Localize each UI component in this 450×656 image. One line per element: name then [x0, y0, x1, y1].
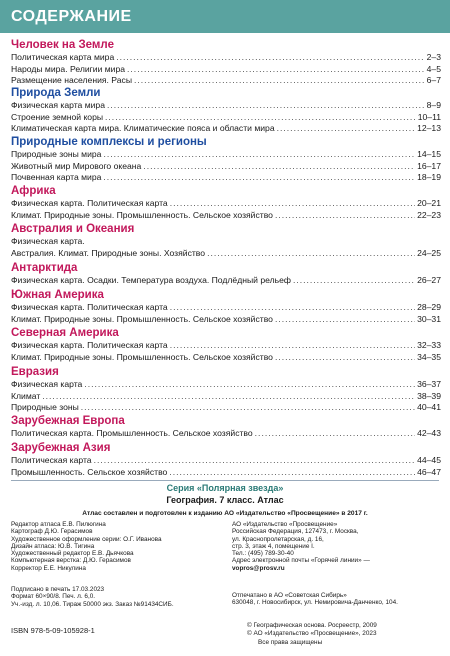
toc-entry[interactable]: [11, 314, 441, 326]
toc-section: [11, 441, 441, 478]
dot-leader: [116, 52, 424, 64]
entry-label: Политическая карта мира: [11, 52, 115, 62]
dot-leader: [275, 210, 415, 222]
entry-page: 20–21: [417, 198, 441, 208]
section-title: Зарубежная Азия: [11, 442, 111, 454]
entry-label: Физическая карта: [11, 379, 83, 389]
entry-page: 4–5: [426, 63, 441, 74]
entry-page: 36–37: [417, 379, 441, 389]
entry-page: 44–45: [417, 455, 441, 465]
entry-label: Физическая карта. Политическая карта: [11, 302, 168, 312]
credit-line: Художественное оформление серии: О.Г. Иванова: [11, 535, 162, 543]
entry-label: Климатическая карта мира. Климатические пояса и области мира: [11, 123, 275, 134]
entry-page: 22–23: [417, 209, 441, 220]
entry-label: Строение земной коры: [11, 111, 104, 122]
entry-page: 10–11: [417, 111, 441, 122]
entry-page: 12–13: [417, 123, 441, 134]
toc-section: [11, 184, 441, 221]
entry-label: Климат. Природные зоны. Промышленность. Сельское хозяйство: [11, 209, 273, 220]
section-title: Африка: [11, 185, 56, 197]
entry-label: Климат: [11, 390, 41, 401]
print-info-block: [11, 586, 174, 608]
entry-page: 46–47: [417, 466, 441, 477]
toc-entry[interactable]: [11, 302, 441, 314]
entry-label: Политическая карта. Промышленность. Сельское хозяйство: [11, 428, 253, 438]
dot-leader: [207, 248, 415, 260]
print-info-line: Уч.-изд. л. 10,06. Тираж 50000 экз. Заказ №91434СИБ.: [11, 600, 174, 608]
entry-label: Природные зоны: [11, 402, 79, 413]
dot-leader: [169, 467, 415, 479]
printer-block: [232, 592, 398, 607]
toc-section: [11, 288, 441, 325]
entry-label: Размещение населения. Расы: [11, 75, 133, 86]
credits-block: [11, 521, 162, 572]
toc-entry[interactable]: [11, 236, 441, 248]
toc-entry[interactable]: [11, 455, 441, 467]
entry-label: Природные зоны мира: [11, 149, 102, 159]
entry-page: 38–39: [417, 390, 441, 401]
publisher-line: АО «Издательство «Просвещение»: [232, 521, 338, 528]
credit-line: Картограф Д.Ю. Герасимов: [11, 528, 93, 536]
dot-leader: [107, 100, 425, 112]
toc-entry[interactable]: [11, 352, 441, 364]
toc-entry[interactable]: [11, 391, 441, 403]
publisher-line: стр. 3, этаж 4, помещение I.: [232, 542, 315, 550]
toc-entry[interactable]: [11, 402, 441, 414]
dot-leader: [275, 314, 415, 326]
toc-entry[interactable]: [11, 210, 441, 222]
dot-leader: [170, 340, 415, 352]
dot-leader: [103, 172, 415, 184]
publisher-email: vopros@prosv.ru: [232, 564, 285, 572]
toc-entry[interactable]: [11, 161, 441, 173]
toc-section: [11, 261, 441, 287]
copyright-line: Все права защищены: [258, 639, 323, 646]
toc-section: [11, 86, 441, 135]
section-title: Австралия и Океания: [11, 223, 135, 235]
toc-section: [11, 365, 441, 414]
dot-leader: [275, 352, 415, 364]
toc-entry[interactable]: [11, 248, 441, 260]
entry-page: 32–33: [417, 340, 441, 350]
toc-section: [11, 326, 441, 363]
toc-entry[interactable]: [11, 340, 441, 352]
dot-leader: [277, 123, 415, 135]
toc-entry[interactable]: [11, 467, 441, 479]
publisher-line: ул. Краснопролетарская, д. 16,: [232, 535, 324, 543]
entry-label: Промышленность. Сельское хозяйство: [11, 466, 168, 477]
toc-entry[interactable]: [11, 198, 441, 210]
printer-line: Отпечатано в АО «Советская Сибирь»: [232, 592, 347, 599]
dot-leader: [170, 198, 415, 210]
toc-section: [11, 135, 441, 184]
entry-page: 8–9: [426, 100, 441, 110]
entry-page: 2–3: [426, 52, 441, 62]
section-title: Природные комплексы и регионы: [11, 136, 207, 148]
entry-page: 40–41: [417, 402, 441, 413]
dot-leader: [255, 428, 415, 440]
entry-page: 16–17: [417, 160, 441, 171]
section-title: Евразия: [11, 366, 59, 378]
dot-leader: [81, 402, 415, 414]
dot-leader: [127, 64, 425, 76]
toc-section: [11, 38, 441, 87]
entry-label: Почвенная карта мира: [11, 172, 102, 183]
toc-section: [11, 222, 441, 259]
credit-line: Редактор атласа Е.В. Пилюгина: [11, 521, 106, 528]
entry-label: Австралия. Климат. Природные зоны. Хозяйство: [11, 247, 206, 258]
page-title: СОДЕРЖАНИЕ: [11, 8, 132, 25]
entry-label: Физическая карта. Политическая карта: [11, 340, 168, 350]
toc-entry[interactable]: [11, 100, 441, 112]
book-title: География. 7 класс. Атлас: [166, 495, 284, 505]
series-title: Серия «Полярная звезда»: [166, 483, 284, 493]
entry-label: Животный мир Мирового океана: [11, 160, 142, 171]
entry-label: Климат. Природные зоны. Промышленность. Сельское хозяйство: [11, 313, 273, 324]
toc-entry[interactable]: [11, 123, 441, 135]
dot-leader: [42, 391, 415, 403]
section-title: Природа Земли: [11, 87, 101, 99]
copyright-line: © АО «Издательство «Просвещение», 2023: [247, 630, 377, 637]
entry-page: 42–43: [417, 428, 441, 438]
entry-label: Физическая карта. Политическая карта: [11, 198, 168, 208]
dot-leader: [84, 379, 415, 391]
toc-entry[interactable]: [11, 112, 441, 124]
print-info-line: Подписано в печать 17.03.2023: [11, 586, 105, 593]
entry-page: 26–27: [417, 275, 441, 285]
credit-line: Компьютерная верстка: Д.Ю. Герасимов: [11, 557, 131, 565]
printer-line: 630048, г. Новосибирск, ул. Немировича-Данченко, 104.: [232, 599, 398, 607]
credit-line: Корректор Е.Е. Никулина: [11, 564, 86, 572]
entry-label: Физическая карта.: [11, 236, 85, 246]
entry-page: 24–25: [417, 247, 441, 258]
divider: [11, 480, 439, 481]
publisher-line: Российская Федерация, 127473, г. Москва,: [232, 528, 359, 536]
entry-page: 18–19: [417, 172, 441, 183]
publisher-line: Тел.: (495) 789-30-40: [232, 550, 294, 558]
entry-page: 30–31: [417, 313, 441, 324]
copyright-line: © Географическая основа. Росреестр, 2009: [247, 622, 377, 629]
toc-entry[interactable]: [11, 149, 441, 161]
toc-entry[interactable]: [11, 428, 441, 440]
section-title: Зарубежная Европа: [11, 415, 125, 427]
dot-leader: [103, 149, 415, 161]
dot-leader: [143, 161, 415, 173]
toc-entry[interactable]: [11, 52, 441, 64]
entry-label: Физическая карта. Осадки. Температура воздуха. Подлёдный рельеф: [11, 275, 291, 285]
publisher-line: Адрес электронной почты «Горячей линии» —: [232, 557, 370, 565]
section-title: Северная Америка: [11, 327, 119, 339]
entry-page: 14–15: [417, 149, 441, 159]
entry-label: Народы мира. Религии мира: [11, 63, 126, 74]
section-title: Южная Америка: [11, 289, 104, 301]
entry-page: 28–29: [417, 302, 441, 312]
toc-entry[interactable]: [11, 172, 441, 184]
credit-line: Дизайн атласа: Ю.В. Тигина: [11, 542, 95, 550]
dot-leader: [105, 112, 416, 124]
entry-page: 34–35: [417, 351, 441, 362]
entry-label: Климат. Природные зоны. Промышленность. Сельское хозяйство: [11, 351, 273, 362]
dot-leader: [170, 302, 415, 314]
credit-line: Художественный редактор Е.В. Дьячкова: [11, 550, 134, 558]
print-info-line: Формат 60×90/8. Печ. л. 6,0.: [11, 593, 96, 601]
toc-entry[interactable]: [11, 275, 441, 287]
isbn: ISBN 978-5-09-105928-1: [11, 626, 95, 635]
section-title: Антарктида: [11, 262, 78, 274]
toc-entry[interactable]: [11, 379, 441, 391]
entry-page: 6–7: [426, 75, 441, 86]
publisher-block: [232, 521, 370, 572]
section-title: Человек на Земле: [11, 39, 114, 51]
contents-header: [0, 0, 450, 33]
toc-entry[interactable]: [11, 64, 441, 76]
compiled-note: Атлас составлен и подготовлен к изданию АО «Издательство «Просвещение» в 2017 г.: [82, 510, 368, 517]
dot-leader: [293, 275, 415, 287]
entry-label: Политическая карта: [11, 455, 92, 465]
entry-label: Физическая карта мира: [11, 100, 105, 110]
toc-section: [11, 414, 441, 440]
dot-leader: [94, 455, 416, 467]
